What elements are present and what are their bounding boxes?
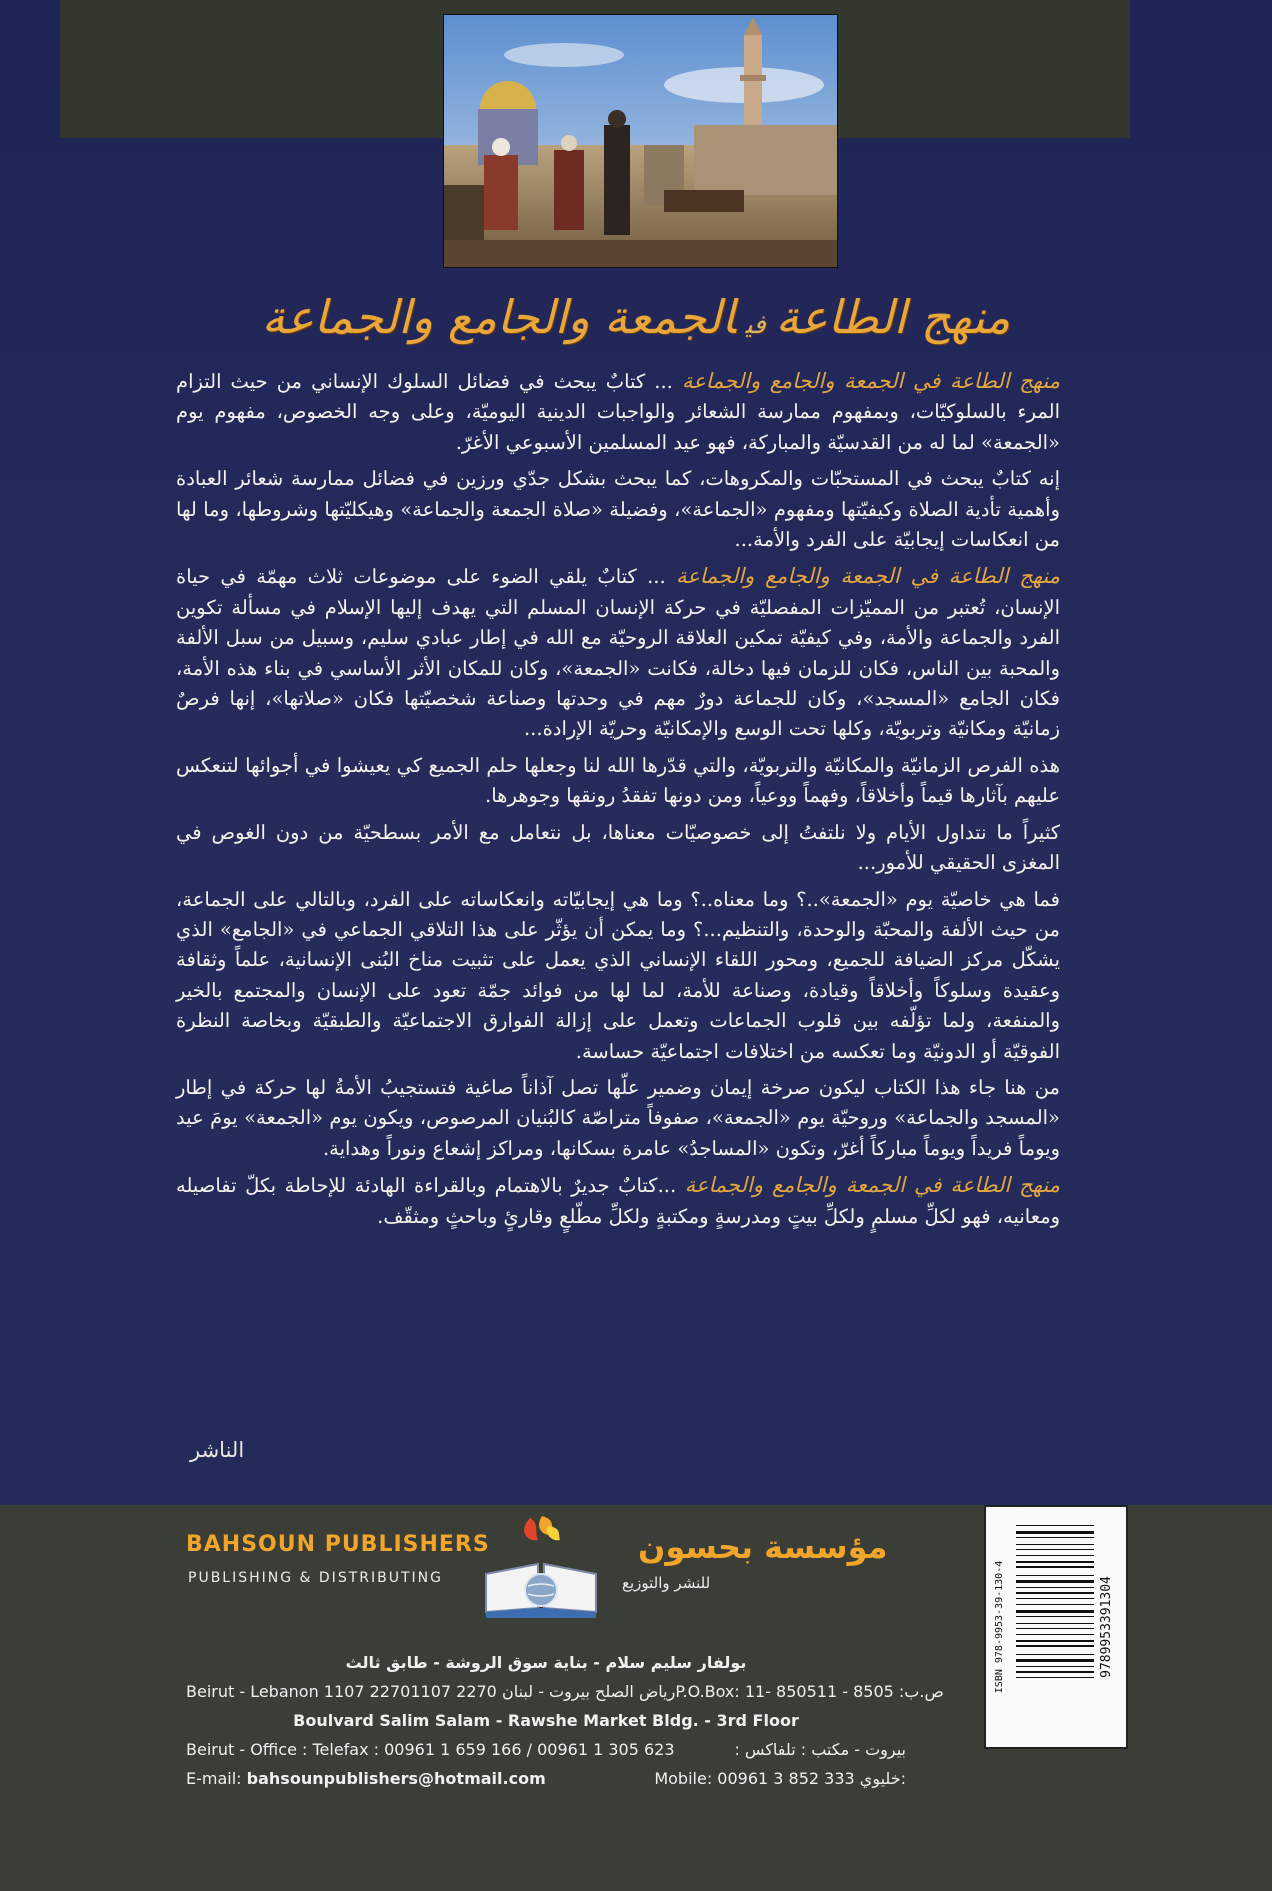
pobox-ar: ص.ب: 8505 - 11 xyxy=(816,1682,944,1701)
beirut-en: Beirut - Lebanon 1107 2270 xyxy=(186,1682,411,1701)
office-ar: بيروت - مكتب : تلفاكس : xyxy=(734,1740,906,1759)
title-part2: الجمعة والجامع والجماعة xyxy=(261,290,736,344)
barcode-bar xyxy=(1016,1677,1094,1678)
paragraph-5: كثيراً ما نتداول الأيام ولا نلتفتُ إلى خصوصيّات معناها، بل نتعامل مع الأمر بسطحيّة من دون الغوص في المغزى الحقيقي للأمور... xyxy=(176,820,1060,875)
contact-line xyxy=(186,1764,906,1793)
paragraph-2: إنه كتابٌ يبحث في المستحبّات والمكروهات، كما يبحث بشكل جدّي ورزين في فضائل ممارسة شعائر العبادة وأهمية تأدية الصلاة وكيفيّتها ومفهوم «الجماعة»، وفضيلة «صلاة الجمعة والجماعة» وهيكليّتها وشروطها، وما لها من انعكاسات إيجابيّة على الفرد والأمة... xyxy=(176,467,1060,552)
barcode-bar xyxy=(1016,1604,1094,1605)
office-en: Beirut - Office : Telefax : 00961 1 659 166 / 00961 1 305 623 xyxy=(186,1740,675,1759)
barcode-bar xyxy=(1016,1654,1094,1655)
barcode-bar xyxy=(1016,1659,1094,1662)
isbn-barcode xyxy=(984,1505,1128,1749)
barcode-bar xyxy=(1016,1592,1094,1594)
paragraph-7: من هنا جاء هذا الكتاب ليكون صرخة إيمان وضمير علّها تصل آذاناً صاغية فتستجيبُ الأمةُ لها حركة في إطار «المسجد والجماعة» وروحيّة يوم «الجمعة»، صفوفاً متراصّة كالبُنيان المرصوص، ويكون يوم «الجمعة» يومَ عيد ويوماً فريداً ويوماً مباركاً أغرّ، وتكون «المساجدُ» عامرة بسكانها، ومراكز إشعاع ونوراً وهداية. xyxy=(176,1075,1060,1160)
mobile-group xyxy=(654,1764,906,1793)
pobox-line xyxy=(186,1677,944,1706)
paragraph-1 xyxy=(176,366,1060,458)
barcode-bar xyxy=(1016,1616,1094,1617)
barcode-bar xyxy=(1016,1645,1094,1647)
paragraph-8 xyxy=(176,1170,1060,1232)
publisher-address xyxy=(186,1648,944,1793)
blurb-text xyxy=(176,366,1060,1238)
mobile-ar: خليوي: xyxy=(859,1769,906,1788)
email-group xyxy=(186,1764,546,1793)
barcode-digits: 9789953391304 xyxy=(1099,1576,1114,1678)
barcode-bar xyxy=(1016,1544,1094,1545)
paragraph-8-text: ...كتابٌ جديرٌ بالاهتمام وبالقراءة الهادئة للإحاطة بكلّ تفاصيله ومعانيه، فهو لكلِّ مسلمٍ ولكلِّ بيتٍ ومدرسةٍ ومكتبةٍ ولكلِّ مطّلعٍ وقارئٍ وباحثٍ ومثقّف. xyxy=(176,1174,1060,1228)
paragraph-6: فما هي خاصيّة يوم «الجمعة»..؟ وما معناه..؟ وما هي إيجابيّاته وانعكاساته على الفرد، وبالتالي على الجماعة، من حيث الألفة والمحبّة والوحدة، والتنظيم...؟ وما يمكن أن يؤثّر على هذا التلاقي الجماعي في «الجامع» الذي يشكّل مركز الضيافة للجميع، ومحور اللقاء الإنساني الذي يعمل على تثبيت مناخ البُنى الإنسانية، علماً وثقافة وعقيدة وسلوكاً وأخلاقاً وقيادة، وصناعة للأمة، لما لها من فوائد جمّة تعود على الإنسان والمجتمع بالخير والمنفعة، ولما تؤلّفه بين قلوب الجماعات وتعمل على إزالة الفوارق الاجتماعيّة والطبقيّة وبخاصة النظرة الفوقيّة أو الدونيّة وما تعكسه من اختلافات اجتماعيّة حساسة. xyxy=(176,887,1060,1063)
address-en: Boulvard Salim Salam - Rawshe Market Bldg. - 3rd Floor xyxy=(293,1711,799,1730)
paragraph-3-text: ... كتابٌ يلقي الضوء على موضوعات ثلاث مهمّة في حياة الإنسان، تُعتبر من المميّزات المفصليّة في حركة الإنسان المسلم التي يهدف إليها الإسلام في مسألة تكوين الفرد والجماعة والأمة، وفي كيفيّة تمكين العلاقة الروحيّة مع الله في إطار عبادي سليم، وسبيل من سبل الألفة والمحبة بين الناس، فكان للزمان فيها دخالة، فكانت «الجمعة»، وكان للمكان الأثر الأساسي في بناء هذه الأمة، فكان الجامع «المسجد»، وكان للجماعة دورٌ مهم في وحدتها وصناعة شخصيّتها فكان «صلاتها»، إنها فرصٌ زمانيّة ومكانيّة وتربويّة، وكلها تحت الوسع والإمكانيّة وحريّة الإرادة... xyxy=(176,565,1060,741)
barcode-bar xyxy=(1016,1525,1094,1526)
signature-publisher: الناشر xyxy=(190,1438,245,1462)
cover-painting xyxy=(443,14,838,268)
barcode-bar xyxy=(1016,1537,1094,1538)
lead-title-2: منهج الطاعة في الجمعة والجامع والجماعة xyxy=(675,564,1061,589)
title-part1: منهج الطاعة xyxy=(775,290,1011,344)
email-label: E-mail: xyxy=(186,1769,242,1788)
barcode-bar xyxy=(1016,1587,1094,1588)
pobox-en: P.O.Box: 11- 8505 xyxy=(675,1682,817,1701)
paragraph-4: هذه الفرص الزمانيّة والمكانيّة والتربويّة، والتي قدّرها الله لنا وجعلها حلم الجميع كي يعيشوا في أجوائها لتنعكس عليهم بآثارها قيماً وأخلاقاً، وفهماً ووعياً، ومن دونها تفقدُ رونقها وجوهرها. xyxy=(176,753,1060,808)
open-book-globe-icon xyxy=(478,1512,604,1624)
barcode-bar xyxy=(1016,1549,1094,1550)
riyad-ar: رياض الصلح بيروت - لبنان 2270 1107 xyxy=(410,1682,676,1701)
barcode-bar xyxy=(1016,1640,1094,1642)
office-line xyxy=(186,1735,906,1764)
address-ar: بولفار سليم سلام - بناية سوق الروشة - طابق ثالث xyxy=(345,1653,747,1672)
publisher-name-en: BAHSOUN PUBLISHERS xyxy=(186,1532,490,1557)
publisher-sub-ar: للنشر والتوزيع xyxy=(622,1574,711,1592)
barcode-bar xyxy=(1016,1598,1094,1599)
book-title xyxy=(0,290,1272,344)
lead-title-3: منهج الطاعة في الجمعة والجامع والجماعة xyxy=(684,1173,1060,1198)
barcode-bar xyxy=(1016,1566,1094,1568)
barcode-bars xyxy=(1016,1525,1094,1678)
barcode-bar xyxy=(1016,1555,1094,1556)
barcode-bar xyxy=(1016,1531,1094,1534)
mobile-en: Mobile: 00961 3 852 333 xyxy=(654,1769,855,1788)
barcode-bar xyxy=(1016,1610,1094,1613)
publisher-sub-en: PUBLISHING & DISTRIBUTING xyxy=(188,1570,443,1586)
barcode-bar xyxy=(1016,1666,1094,1667)
barcode-bar xyxy=(1016,1634,1094,1635)
email-link[interactable]: bahsounpublishers@hotmail.com xyxy=(246,1769,546,1788)
barcode-bar xyxy=(1016,1561,1094,1563)
title-sep: في xyxy=(745,310,766,340)
publisher-name-ar: مؤسسة بحسون xyxy=(638,1528,888,1566)
paragraph-1-text: ... كتابٌ يبحث في فضائل السلوك الإنساني من حيث التزام المرء بالسلوكيّات، وبمفهوم ممارسة الشعائر والواجبات الدينية اليوميّة، وعلى وجه الخصوص، مفهوم يوم «الجمعة» لما له من القدسيّة والمباركة، فهو عيد المسلمين الأسبوعي الأغرّ. xyxy=(176,370,1060,454)
barcode-bar xyxy=(1016,1671,1094,1673)
isbn-label: ISBN 978-9953-39-130-4 xyxy=(994,1560,1005,1694)
barcode-bar xyxy=(1016,1580,1094,1583)
barcode-bar xyxy=(1016,1575,1094,1576)
barcode-bar xyxy=(1016,1628,1094,1629)
publisher-logo xyxy=(186,1512,906,1642)
barcode-bar xyxy=(1016,1623,1094,1624)
lead-title-1: منهج الطاعة في الجمعة والجامع والجماعة xyxy=(681,369,1061,393)
paragraph-3 xyxy=(176,561,1060,744)
